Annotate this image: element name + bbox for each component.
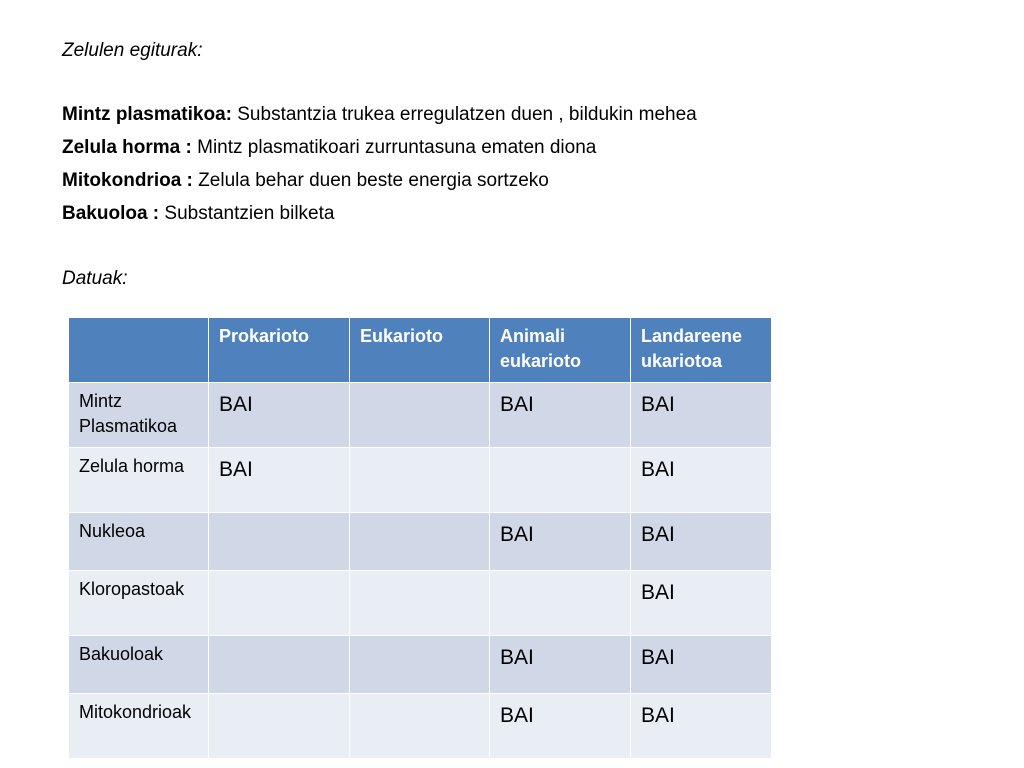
table-row bbox=[69, 571, 772, 636]
table-header-cell-empty bbox=[69, 318, 209, 383]
table-cell: BAI bbox=[490, 513, 631, 571]
table-header-animali-eukarioto: Animali eukarioto bbox=[490, 318, 631, 383]
table-cell bbox=[209, 513, 350, 571]
table-cell bbox=[350, 383, 490, 448]
definition-mintz-plasmatikoa bbox=[62, 104, 697, 126]
definition-zelula-horma bbox=[62, 137, 596, 159]
table-cell: BAI bbox=[490, 694, 631, 759]
table-cell: BAI bbox=[631, 571, 772, 636]
table-row bbox=[69, 694, 772, 759]
table-cell bbox=[209, 571, 350, 636]
table-cell bbox=[350, 694, 490, 759]
definition-term: Mitokondrioa : bbox=[62, 170, 193, 191]
structures-heading: Zelulen egiturak: bbox=[62, 40, 203, 61]
table-cell: BAI bbox=[209, 383, 350, 448]
table-cell: BAI bbox=[490, 383, 631, 448]
table-header-landare-eukariotoa: Landareene ukariotoa bbox=[631, 318, 772, 383]
row-label: Nukleoa bbox=[69, 513, 209, 571]
table-cell bbox=[350, 571, 490, 636]
table-cell bbox=[209, 694, 350, 759]
table-cell: BAI bbox=[631, 694, 772, 759]
table-row bbox=[69, 513, 772, 571]
definition-term: Bakuoloa : bbox=[62, 203, 160, 224]
table-cell: BAI bbox=[631, 448, 772, 513]
row-label: Mintz Plasmatikoa bbox=[69, 383, 209, 448]
data-heading: Datuak: bbox=[62, 268, 128, 289]
table-cell bbox=[350, 636, 490, 694]
table-cell: BAI bbox=[209, 448, 350, 513]
table-cell: BAI bbox=[631, 636, 772, 694]
table-row bbox=[69, 636, 772, 694]
table-cell bbox=[350, 448, 490, 513]
table-header-eukarioto: Eukarioto bbox=[350, 318, 490, 383]
cell-structures-table bbox=[68, 317, 772, 759]
table-cell bbox=[350, 513, 490, 571]
row-label: Mitokondrioak bbox=[69, 694, 209, 759]
table-cell: BAI bbox=[631, 513, 772, 571]
definition-text: Substantzien bilketa bbox=[159, 203, 335, 224]
table-cell bbox=[490, 448, 631, 513]
table-row bbox=[69, 448, 772, 513]
table-cell bbox=[209, 636, 350, 694]
definition-term: Mintz plasmatikoa: bbox=[62, 104, 232, 125]
definition-term: Zelula horma : bbox=[62, 137, 192, 158]
table-cell bbox=[490, 571, 631, 636]
definition-text: Substantzia trukea erregulatzen duen , bildukin mehea bbox=[231, 104, 697, 125]
table-header-row bbox=[69, 318, 772, 383]
definition-text: Zelula behar duen beste energia sortzeko bbox=[192, 170, 549, 191]
definition-bakuoloa bbox=[62, 203, 334, 225]
definition-text: Mintz plasmatikoari zurruntasuna ematen diona bbox=[191, 137, 597, 158]
table-cell: BAI bbox=[631, 383, 772, 448]
table-cell: BAI bbox=[490, 636, 631, 694]
row-label: Kloropastoak bbox=[69, 571, 209, 636]
table-header-prokarioto: Prokarioto bbox=[209, 318, 350, 383]
row-label: Zelula horma bbox=[69, 448, 209, 513]
table-row bbox=[69, 383, 772, 448]
row-label: Bakuoloak bbox=[69, 636, 209, 694]
definition-mitokondrioa bbox=[62, 170, 549, 192]
